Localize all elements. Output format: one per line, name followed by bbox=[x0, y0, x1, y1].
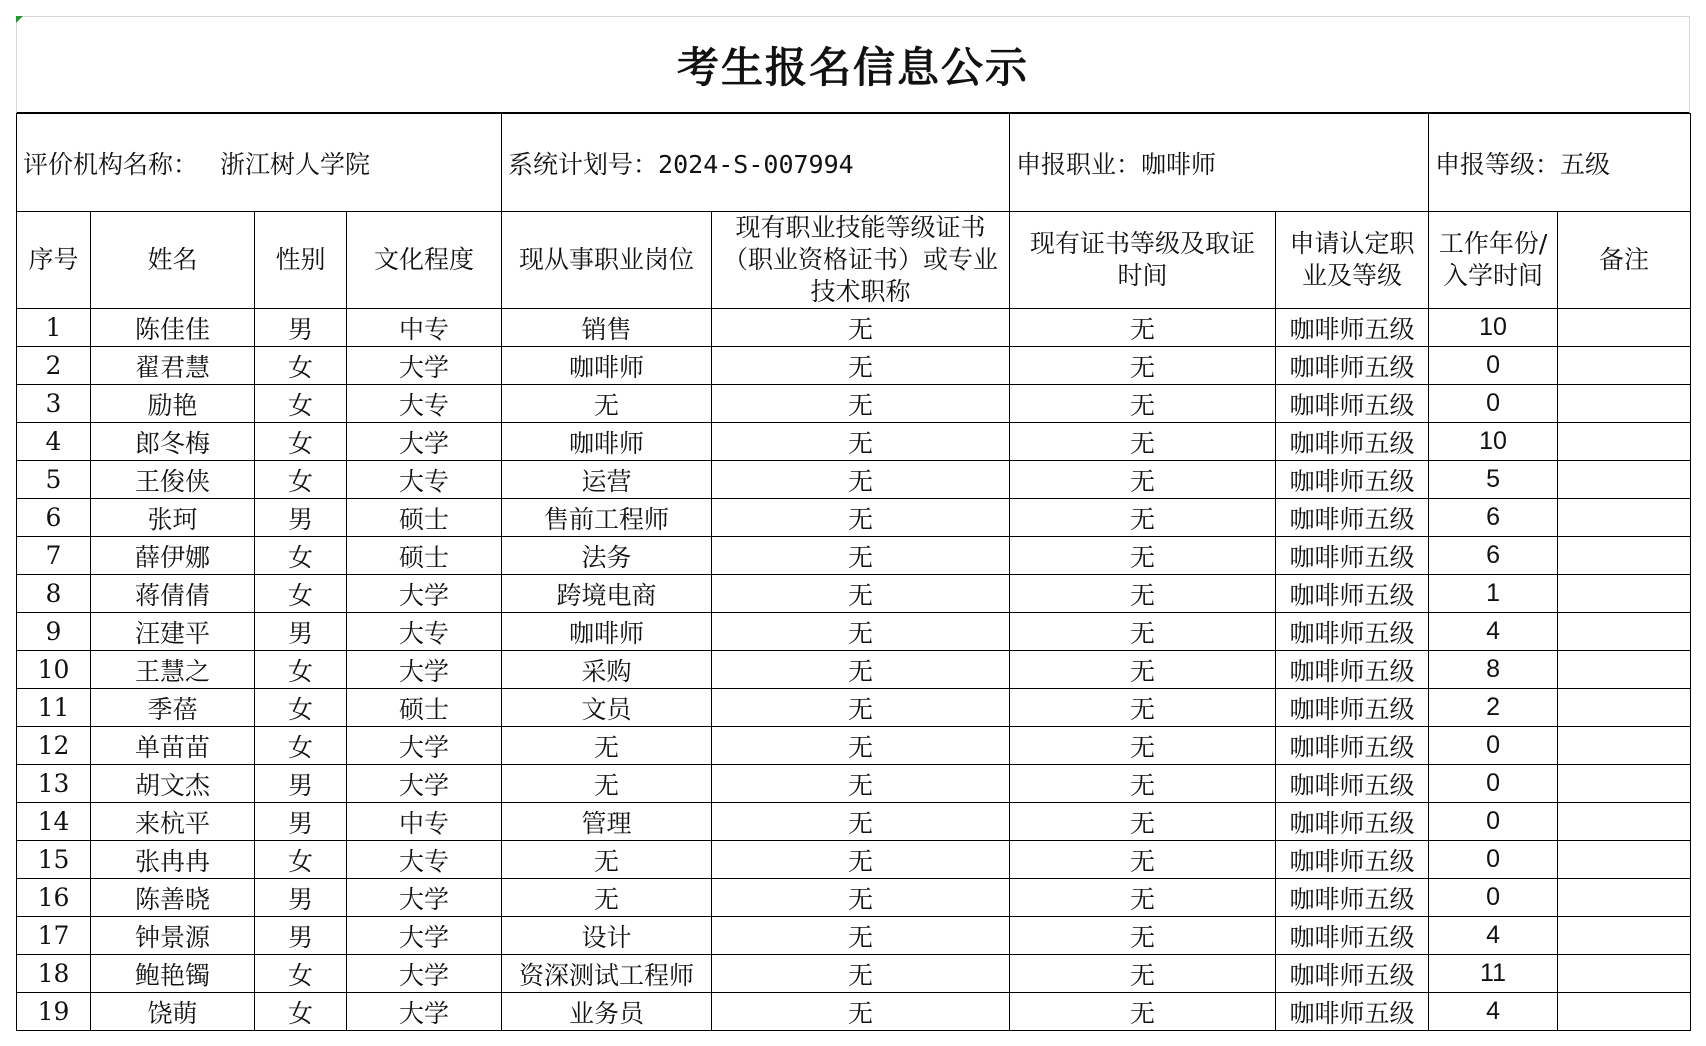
cell-remark bbox=[1558, 461, 1691, 499]
cell-cert-time: 无 bbox=[1010, 461, 1276, 499]
cell-job: 咖啡师 bbox=[502, 423, 712, 461]
cell-years: 0 bbox=[1429, 879, 1558, 917]
cell-name: 鲍艳镯 bbox=[91, 955, 255, 993]
cell-apply: 咖啡师五级 bbox=[1276, 879, 1429, 917]
cell-gender: 女 bbox=[255, 385, 347, 423]
page-title: 考生报名信息公示 bbox=[676, 42, 1029, 92]
table-row bbox=[17, 461, 1691, 499]
cell-gender: 男 bbox=[255, 309, 347, 347]
cell-cert-time: 无 bbox=[1010, 613, 1276, 651]
cell-gender: 女 bbox=[255, 727, 347, 765]
cell-corner-mark-icon bbox=[16, 16, 23, 23]
cell-gender: 女 bbox=[255, 689, 347, 727]
cell-job: 管理 bbox=[502, 803, 712, 841]
cell-name: 来杭平 bbox=[91, 803, 255, 841]
cell-cert-time: 无 bbox=[1010, 347, 1276, 385]
cell-years: 5 bbox=[1429, 461, 1558, 499]
header-remark: 备注 bbox=[1558, 212, 1691, 309]
cell-job: 跨境电商 bbox=[502, 575, 712, 613]
cell-job: 无 bbox=[502, 765, 712, 803]
table-row bbox=[17, 803, 1691, 841]
cell-job: 售前工程师 bbox=[502, 499, 712, 537]
cell-apply: 咖啡师五级 bbox=[1276, 385, 1429, 423]
occupation-cell bbox=[1010, 114, 1429, 212]
cell-job: 业务员 bbox=[502, 993, 712, 1031]
header-education: 文化程度 bbox=[347, 212, 502, 309]
plan-value: 2024-S-007994 bbox=[658, 149, 854, 179]
cell-cert: 无 bbox=[712, 803, 1010, 841]
table-row bbox=[17, 537, 1691, 575]
cell-remark bbox=[1558, 309, 1691, 347]
table-row bbox=[17, 879, 1691, 917]
cell-job: 销售 bbox=[502, 309, 712, 347]
cell-name: 汪建平 bbox=[91, 613, 255, 651]
cell-cert: 无 bbox=[712, 879, 1010, 917]
cell-apply: 咖啡师五级 bbox=[1276, 993, 1429, 1031]
cell-apply: 咖啡师五级 bbox=[1276, 347, 1429, 385]
header-current-job: 现从事职业岗位 bbox=[502, 212, 712, 309]
cell-gender: 女 bbox=[255, 575, 347, 613]
cell-seq: 2 bbox=[17, 347, 91, 385]
cell-apply: 咖啡师五级 bbox=[1276, 803, 1429, 841]
cell-job: 文员 bbox=[502, 689, 712, 727]
cell-cert: 无 bbox=[712, 917, 1010, 955]
cell-remark bbox=[1558, 423, 1691, 461]
table-row bbox=[17, 309, 1691, 347]
cell-cert: 无 bbox=[712, 651, 1010, 689]
cell-remark bbox=[1558, 879, 1691, 917]
header-apply: 申请认定职业及等级 bbox=[1276, 212, 1429, 309]
cell-education: 大学 bbox=[347, 879, 502, 917]
cell-name: 张冉冉 bbox=[91, 841, 255, 879]
cell-years: 4 bbox=[1429, 993, 1558, 1031]
table-row bbox=[17, 575, 1691, 613]
cell-seq: 16 bbox=[17, 879, 91, 917]
cell-education: 中专 bbox=[347, 309, 502, 347]
cell-job: 资深测试工程师 bbox=[502, 955, 712, 993]
cell-apply: 咖啡师五级 bbox=[1276, 841, 1429, 879]
cell-cert-time: 无 bbox=[1010, 689, 1276, 727]
cell-name: 蒋倩倩 bbox=[91, 575, 255, 613]
cell-education: 大学 bbox=[347, 917, 502, 955]
table-row bbox=[17, 955, 1691, 993]
cell-cert: 无 bbox=[712, 537, 1010, 575]
plan-cell bbox=[502, 114, 1010, 212]
cell-gender: 男 bbox=[255, 803, 347, 841]
cell-seq: 6 bbox=[17, 499, 91, 537]
org-cell bbox=[17, 114, 502, 212]
cell-name: 张珂 bbox=[91, 499, 255, 537]
cell-cert: 无 bbox=[712, 575, 1010, 613]
cell-education: 大学 bbox=[347, 955, 502, 993]
cell-education: 大学 bbox=[347, 575, 502, 613]
table-row bbox=[17, 689, 1691, 727]
header-name: 姓名 bbox=[91, 212, 255, 309]
cell-name: 郎冬梅 bbox=[91, 423, 255, 461]
cell-education: 中专 bbox=[347, 803, 502, 841]
cell-gender: 女 bbox=[255, 461, 347, 499]
cell-gender: 女 bbox=[255, 841, 347, 879]
cell-apply: 咖啡师五级 bbox=[1276, 765, 1429, 803]
cell-gender: 女 bbox=[255, 651, 347, 689]
cell-education: 大学 bbox=[347, 347, 502, 385]
cell-apply: 咖啡师五级 bbox=[1276, 727, 1429, 765]
cell-cert: 无 bbox=[712, 461, 1010, 499]
table-row bbox=[17, 347, 1691, 385]
table-row bbox=[17, 651, 1691, 689]
cell-seq: 19 bbox=[17, 993, 91, 1031]
cell-apply: 咖啡师五级 bbox=[1276, 309, 1429, 347]
cell-cert-time: 无 bbox=[1010, 651, 1276, 689]
cell-years: 4 bbox=[1429, 917, 1558, 955]
cell-cert-time: 无 bbox=[1010, 575, 1276, 613]
cell-years: 0 bbox=[1429, 765, 1558, 803]
table-row bbox=[17, 613, 1691, 651]
table-row bbox=[17, 423, 1691, 461]
cell-remark bbox=[1558, 613, 1691, 651]
cell-remark bbox=[1558, 651, 1691, 689]
cell-apply: 咖啡师五级 bbox=[1276, 423, 1429, 461]
cell-name: 王慧之 bbox=[91, 651, 255, 689]
cell-seq: 17 bbox=[17, 917, 91, 955]
cell-gender: 男 bbox=[255, 917, 347, 955]
title-row bbox=[16, 16, 1690, 114]
cell-seq: 11 bbox=[17, 689, 91, 727]
cell-name: 陈善晓 bbox=[91, 879, 255, 917]
header-work-years: 工作年份/入学时间 bbox=[1429, 212, 1558, 309]
cell-remark bbox=[1558, 499, 1691, 537]
cell-years: 8 bbox=[1429, 651, 1558, 689]
cell-name: 励艳 bbox=[91, 385, 255, 423]
cell-seq: 12 bbox=[17, 727, 91, 765]
cell-education: 大专 bbox=[347, 385, 502, 423]
header-seq: 序号 bbox=[17, 212, 91, 309]
table-row bbox=[17, 841, 1691, 879]
org-label: 评价机构名称： bbox=[23, 149, 199, 179]
cell-education: 大学 bbox=[347, 993, 502, 1031]
cell-years: 11 bbox=[1429, 955, 1558, 993]
cell-job: 设计 bbox=[502, 917, 712, 955]
cell-apply: 咖啡师五级 bbox=[1276, 689, 1429, 727]
cell-years: 0 bbox=[1429, 385, 1558, 423]
cell-cert-time: 无 bbox=[1010, 499, 1276, 537]
cell-seq: 3 bbox=[17, 385, 91, 423]
cell-cert: 无 bbox=[712, 499, 1010, 537]
cell-cert: 无 bbox=[712, 765, 1010, 803]
cell-education: 大学 bbox=[347, 651, 502, 689]
cell-years: 10 bbox=[1429, 309, 1558, 347]
header-cert-level-time: 现有证书等级及取证时间 bbox=[1010, 212, 1276, 309]
cell-apply: 咖啡师五级 bbox=[1276, 499, 1429, 537]
cell-seq: 8 bbox=[17, 575, 91, 613]
cell-years: 10 bbox=[1429, 423, 1558, 461]
level-cell bbox=[1429, 114, 1691, 212]
cell-years: 1 bbox=[1429, 575, 1558, 613]
cell-seq: 18 bbox=[17, 955, 91, 993]
cell-seq: 14 bbox=[17, 803, 91, 841]
table-row bbox=[17, 727, 1691, 765]
cell-cert-time: 无 bbox=[1010, 385, 1276, 423]
cell-name: 陈佳佳 bbox=[91, 309, 255, 347]
cell-cert-time: 无 bbox=[1010, 727, 1276, 765]
cell-cert-time: 无 bbox=[1010, 803, 1276, 841]
cell-cert-time: 无 bbox=[1010, 993, 1276, 1031]
cell-name: 薛伊娜 bbox=[91, 537, 255, 575]
cell-job: 咖啡师 bbox=[502, 347, 712, 385]
cell-remark bbox=[1558, 803, 1691, 841]
org-value: 浙江树人学院 bbox=[220, 149, 371, 179]
cell-name: 单苗苗 bbox=[91, 727, 255, 765]
cell-years: 0 bbox=[1429, 347, 1558, 385]
cell-gender: 女 bbox=[255, 423, 347, 461]
cell-remark bbox=[1558, 727, 1691, 765]
cell-cert: 无 bbox=[712, 309, 1010, 347]
cell-cert: 无 bbox=[712, 727, 1010, 765]
cell-job: 无 bbox=[502, 727, 712, 765]
header-gender: 性别 bbox=[255, 212, 347, 309]
table-row bbox=[17, 385, 1691, 423]
cell-cert-time: 无 bbox=[1010, 765, 1276, 803]
occupation-value: 咖啡师 bbox=[1141, 149, 1217, 179]
cell-gender: 女 bbox=[255, 955, 347, 993]
cell-apply: 咖啡师五级 bbox=[1276, 917, 1429, 955]
cell-apply: 咖啡师五级 bbox=[1276, 537, 1429, 575]
cell-years: 0 bbox=[1429, 727, 1558, 765]
cell-remark bbox=[1558, 537, 1691, 575]
level-value: 五级 bbox=[1560, 149, 1611, 179]
cell-education: 硕士 bbox=[347, 689, 502, 727]
table-row bbox=[17, 499, 1691, 537]
cell-remark bbox=[1558, 765, 1691, 803]
cell-apply: 咖啡师五级 bbox=[1276, 461, 1429, 499]
cell-remark bbox=[1558, 917, 1691, 955]
cell-name: 钟景源 bbox=[91, 917, 255, 955]
cell-cert: 无 bbox=[712, 841, 1010, 879]
cell-job: 无 bbox=[502, 385, 712, 423]
cell-apply: 咖啡师五级 bbox=[1276, 651, 1429, 689]
cell-education: 大学 bbox=[347, 423, 502, 461]
cell-seq: 15 bbox=[17, 841, 91, 879]
applicant-table bbox=[16, 113, 1691, 1031]
cell-name: 季蓓 bbox=[91, 689, 255, 727]
cell-years: 0 bbox=[1429, 841, 1558, 879]
cell-cert-time: 无 bbox=[1010, 879, 1276, 917]
cell-remark bbox=[1558, 841, 1691, 879]
header-current-cert: 现有职业技能等级证书（职业资格证书）或专业技术职称 bbox=[712, 212, 1010, 309]
cell-name: 胡文杰 bbox=[91, 765, 255, 803]
cell-remark bbox=[1558, 575, 1691, 613]
plan-label: 系统计划号： bbox=[508, 149, 659, 179]
cell-job: 咖啡师 bbox=[502, 613, 712, 651]
table-row bbox=[17, 765, 1691, 803]
cell-seq: 7 bbox=[17, 537, 91, 575]
occupation-label: 申报职业： bbox=[1016, 149, 1142, 179]
cell-seq: 9 bbox=[17, 613, 91, 651]
cell-gender: 女 bbox=[255, 993, 347, 1031]
cell-years: 4 bbox=[1429, 613, 1558, 651]
cell-cert-time: 无 bbox=[1010, 955, 1276, 993]
cell-gender: 女 bbox=[255, 347, 347, 385]
table-row bbox=[17, 993, 1691, 1031]
cell-remark bbox=[1558, 385, 1691, 423]
cell-years: 6 bbox=[1429, 499, 1558, 537]
cell-cert: 无 bbox=[712, 613, 1010, 651]
header-row bbox=[17, 212, 1691, 309]
cell-remark bbox=[1558, 347, 1691, 385]
cell-gender: 男 bbox=[255, 499, 347, 537]
cell-gender: 男 bbox=[255, 613, 347, 651]
cell-years: 0 bbox=[1429, 803, 1558, 841]
cell-seq: 1 bbox=[17, 309, 91, 347]
cell-cert-time: 无 bbox=[1010, 309, 1276, 347]
cell-apply: 咖啡师五级 bbox=[1276, 575, 1429, 613]
cell-cert: 无 bbox=[712, 385, 1010, 423]
cell-education: 硕士 bbox=[347, 499, 502, 537]
cell-seq: 5 bbox=[17, 461, 91, 499]
cell-remark bbox=[1558, 993, 1691, 1031]
cell-years: 6 bbox=[1429, 537, 1558, 575]
cell-gender: 女 bbox=[255, 537, 347, 575]
cell-job: 法务 bbox=[502, 537, 712, 575]
cell-cert: 无 bbox=[712, 347, 1010, 385]
cell-seq: 10 bbox=[17, 651, 91, 689]
cell-remark bbox=[1558, 689, 1691, 727]
cell-apply: 咖啡师五级 bbox=[1276, 955, 1429, 993]
level-label: 申报等级： bbox=[1435, 149, 1561, 179]
cell-seq: 4 bbox=[17, 423, 91, 461]
cell-cert: 无 bbox=[712, 689, 1010, 727]
cell-education: 大专 bbox=[347, 461, 502, 499]
cell-cert: 无 bbox=[712, 423, 1010, 461]
cell-education: 大学 bbox=[347, 727, 502, 765]
cell-job: 无 bbox=[502, 879, 712, 917]
cell-education: 大专 bbox=[347, 613, 502, 651]
cell-cert: 无 bbox=[712, 955, 1010, 993]
cell-seq: 13 bbox=[17, 765, 91, 803]
cell-gender: 男 bbox=[255, 879, 347, 917]
cell-cert-time: 无 bbox=[1010, 917, 1276, 955]
cell-education: 硕士 bbox=[347, 537, 502, 575]
cell-apply: 咖啡师五级 bbox=[1276, 613, 1429, 651]
cell-remark bbox=[1558, 955, 1691, 993]
table-row bbox=[17, 917, 1691, 955]
cell-cert-time: 无 bbox=[1010, 841, 1276, 879]
cell-gender: 男 bbox=[255, 765, 347, 803]
cell-cert: 无 bbox=[712, 993, 1010, 1031]
cell-name: 饶萌 bbox=[91, 993, 255, 1031]
cell-job: 运营 bbox=[502, 461, 712, 499]
cell-name: 翟君慧 bbox=[91, 347, 255, 385]
cell-education: 大学 bbox=[347, 765, 502, 803]
cell-education: 大专 bbox=[347, 841, 502, 879]
cell-cert-time: 无 bbox=[1010, 423, 1276, 461]
cell-name: 王俊侠 bbox=[91, 461, 255, 499]
info-row bbox=[17, 114, 1691, 212]
cell-years: 2 bbox=[1429, 689, 1558, 727]
cell-cert-time: 无 bbox=[1010, 537, 1276, 575]
cell-job: 采购 bbox=[502, 651, 712, 689]
cell-job: 无 bbox=[502, 841, 712, 879]
